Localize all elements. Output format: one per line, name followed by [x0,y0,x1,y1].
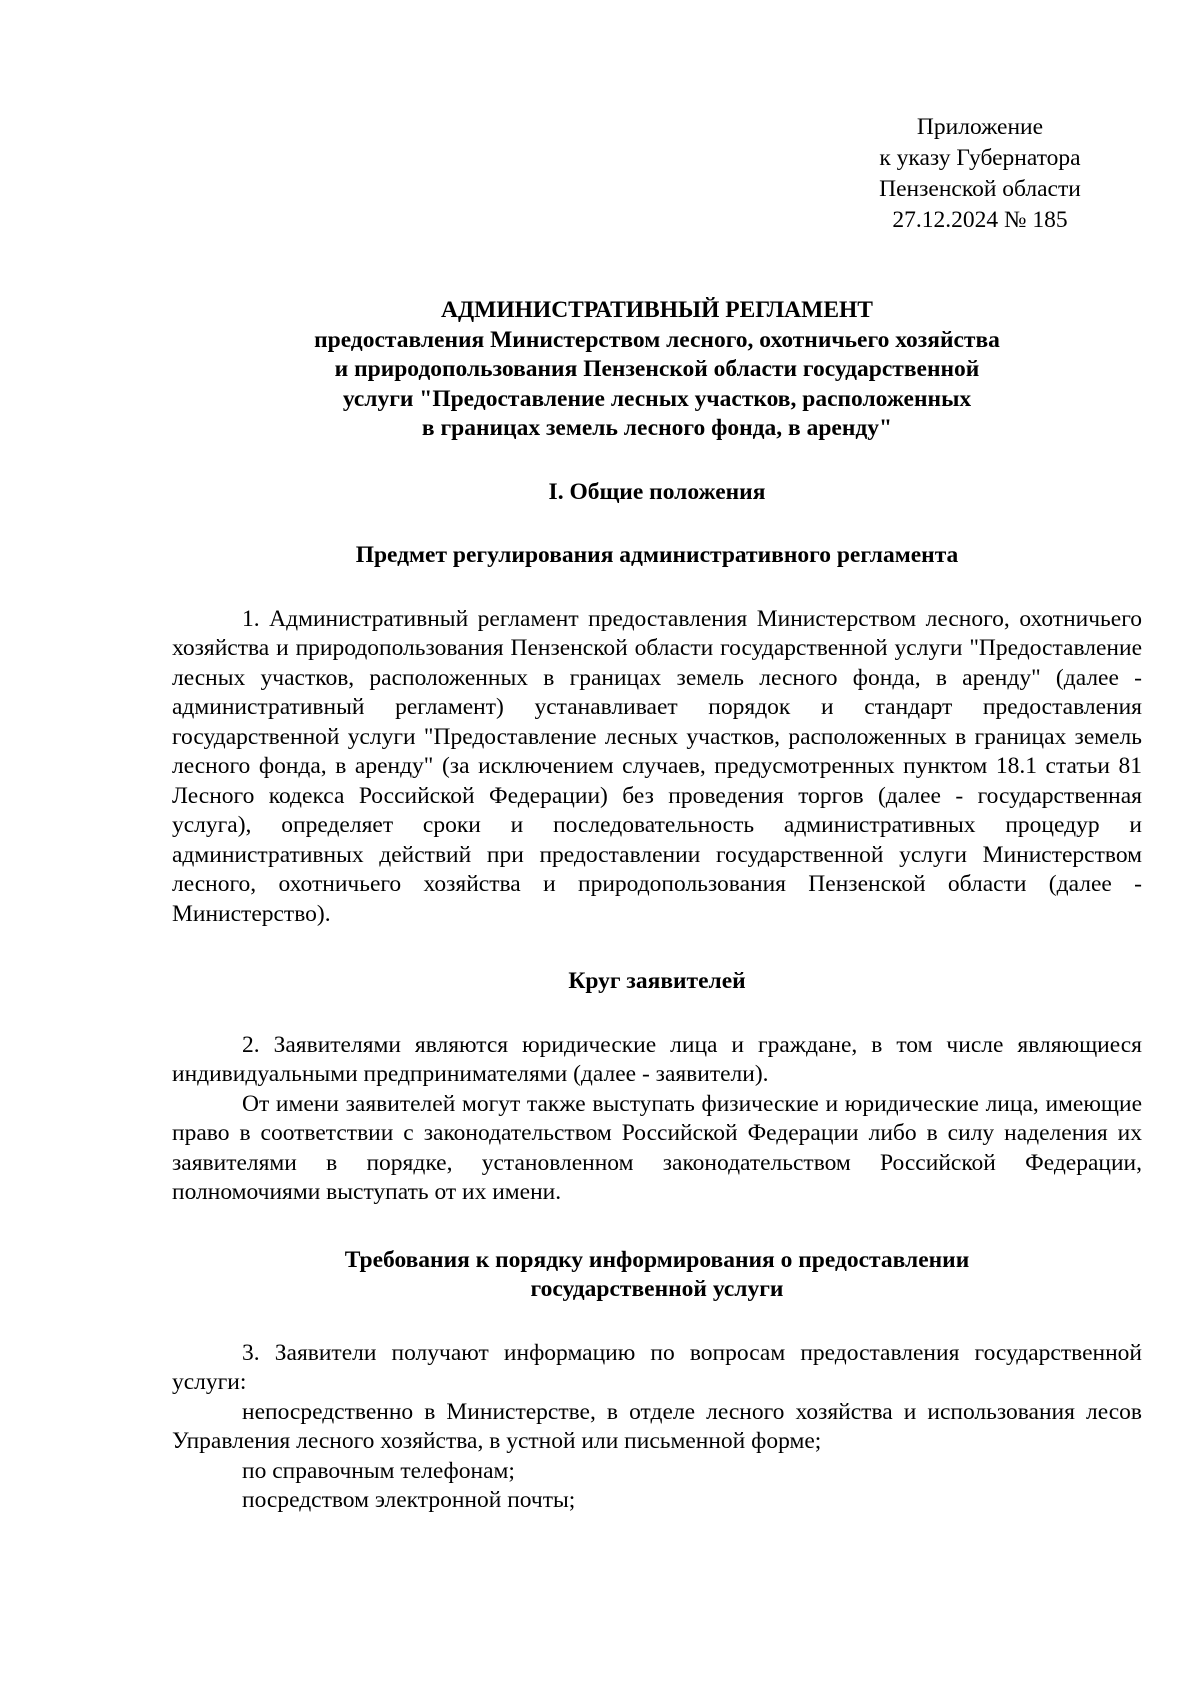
document-title [172,296,1142,444]
paragraph-3: 3. Заявители получают информацию по вопросам предоставления государственной услуги: [172,1339,1142,1395]
appendix-line-2: к указу Губернатора [879,145,1081,171]
title-main: АДМИНИСТРАТИВНЫЙ РЕГЛАМЕНТ [441,297,873,323]
section-heading-general: I. Общие положения [548,478,766,505]
title-line-4: услуги "Предоставление лесных участков, расположенных [342,385,972,412]
paragraph-1: 1. Административный регламент предоставления Министерством лесного, охотничьего хозяйства и природопользования Пензенской области государственной услуги "Предоставление лесных участков, расположенных в границах земель лесного фонда, в аренду" (далее - административный регламент) устанавливает порядок и стандарт предоставления государственной услуги "Предоставление лесных участков, расположенных в границах земель лесного фонда, в аренду" (за исключением случаев, предусмотренных пунктом 18.1 статьи 81 Лесного кодекса Российской Федерации) без проведения торгов (далее - государственная услуга), определяет сроки и последовательность административных процедур и административных действий при предоставлении государственной услуги Министерством лесного, охотничьего хозяйства и природопользования Пензенской области (далее - Министерство). [172,605,1142,927]
title-line-5: в границах земель лесного фонда, в аренду" [421,415,893,441]
paragraph-2-continued: От имени заявителей могут также выступать физические и юридические лица, имеющие право в соответствии с законодательством Российской Федерации либо в силу наделения их заявителями в порядке, установленном законодательством Российской Федерации, полномочиями выступать от их имени. [172,1090,1142,1205]
appendix-block [860,112,1100,236]
title-line-2: предоставления Министерством лесного, охотничьего хозяйства [314,326,1000,353]
appendix-line-3: Пензенской области [879,176,1081,202]
subheading-subject: Предмет регулирования административного регламента [355,542,959,568]
appendix-date-number: 27.12.2024 № 185 [892,207,1068,233]
paragraph-2: 2. Заявителями являются юридические лица и граждане, в том числе являющиеся индивидуальными предпринимателями (далее - заявители). [172,1031,1142,1087]
document-body [172,296,1142,1516]
appendix-line-1: Приложение [916,114,1044,140]
subheading-informing: Требования к порядку информирования о предоставлении государственной услуги [344,1246,970,1302]
paragraph-3-item-ministry: непосредственно в Министерстве, в отделе лесного хозяйства и использования лесов Управления лесного хозяйства, в устной или письменной форме; [172,1398,1142,1454]
title-line-3: и природопользования Пензенской области государственной [334,356,980,382]
paragraph-3-item-email: посредством электронной почты; [242,1487,576,1513]
subheading-applicants: Круг заявителей [568,968,746,994]
paragraph-3-item-phones: по справочным телефонам; [242,1457,515,1484]
